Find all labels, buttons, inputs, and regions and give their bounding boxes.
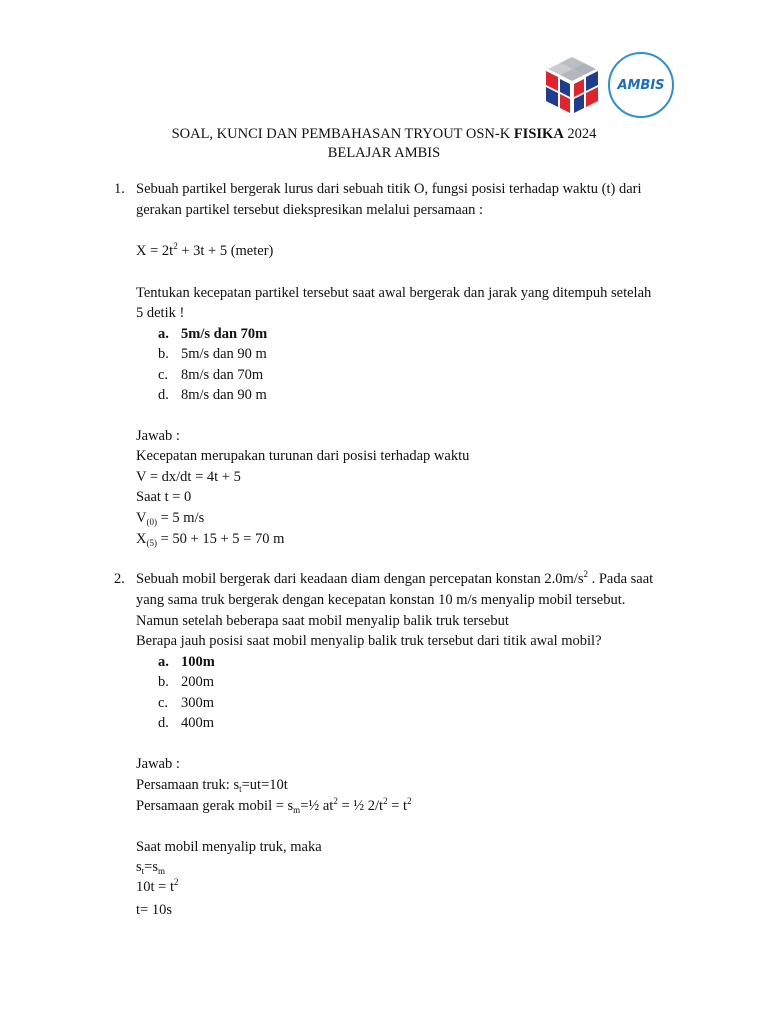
- q1-ask-line1: Tentukan kecepatan partikel tersebut saat awal bergerak dan jarak yang ditempuh setelah: [136, 285, 652, 301]
- q2-p2-sup: 2: [333, 796, 338, 806]
- q2-text-line3: Namun setelah beberapa saat mobil menyalip balik truk tersebut: [136, 613, 509, 629]
- q2-p2-sub: m: [293, 805, 301, 815]
- q1-number: 1.: [114, 181, 125, 197]
- q1-solution-line4: [136, 509, 204, 527]
- title-prefix: SOAL, KUNCI DAN PEMBAHASAN TRYOUT OSN-K: [171, 126, 514, 142]
- q1-jawab: Jawab :: [136, 428, 180, 444]
- q1-solution-line5: [136, 530, 284, 548]
- q1-s5-sub: (5): [146, 538, 157, 548]
- q1-s5-part: = 50 + 15 + 5 = 70 m: [156, 531, 285, 547]
- q2-p4-sub: m: [158, 866, 166, 876]
- q2-option-d-letter: d.: [158, 715, 169, 731]
- title-subject: FISIKA: [513, 126, 564, 142]
- q2-option-a-letter: a.: [158, 654, 169, 670]
- q1-s4-part: = 5 m/s: [156, 510, 205, 526]
- q1-eq-sup: 2: [173, 241, 178, 251]
- q2-option-a: 100m: [181, 654, 215, 670]
- q2-p4-part: =s: [144, 859, 158, 875]
- q2-p2-part: = ½ 2/t: [337, 798, 384, 814]
- q2-p4-part: s: [136, 859, 142, 875]
- q2-p4-sub: t: [141, 866, 145, 876]
- q2-solution-line5: [136, 878, 179, 896]
- q2-p1-part: Persamaan truk: s: [136, 777, 240, 793]
- title-year: 2024: [563, 126, 597, 142]
- q1-option-b-letter: b.: [158, 346, 169, 362]
- q2-jawab: Jawab :: [136, 756, 180, 772]
- q1-eq-part: + 3t + 5 (meter): [177, 243, 274, 259]
- q1-solution-line1: Kecepatan merupakan turunan dari posisi terhadap waktu: [136, 448, 470, 464]
- q2-solution-line1: [136, 776, 288, 794]
- q1-text-line1: Sebuah partikel bergerak lurus dari sebuah titik O, fungsi posisi terhadap waktu (t) dari: [136, 181, 642, 197]
- q1-eq-part: X = 2t: [136, 243, 174, 259]
- q2-p5-part: 10t = t: [136, 879, 174, 895]
- page-subtitle: BELAJAR AMBIS: [327, 145, 441, 161]
- ambis-logo: [608, 52, 674, 118]
- q1-solution-line2: V = dx/dt = 4t + 5: [136, 469, 241, 485]
- q1-option-a: 5m/s dan 70m: [181, 326, 268, 342]
- q2-option-c: 300m: [181, 695, 215, 711]
- q2-solution-line2: [136, 797, 412, 815]
- q2-solution-line6: t= 10s: [136, 902, 172, 918]
- cube-logo-icon: [540, 55, 604, 117]
- q1-option-c: 8m/s dan 70m: [181, 367, 264, 383]
- q2-p5-sup: 2: [174, 877, 179, 887]
- q1-option-d: 8m/s dan 90 m: [181, 387, 267, 403]
- ambis-logo-text: AMBIS: [617, 77, 665, 93]
- page-title: [0, 125, 768, 143]
- q2-option-b-letter: b.: [158, 674, 169, 690]
- q2-p2-sup: 2: [383, 796, 388, 806]
- q1-s5-part: X: [136, 531, 147, 547]
- q2-solution-line4: [136, 858, 165, 876]
- q1-option-b: 5m/s dan 90 m: [181, 346, 267, 362]
- q2-number: 2.: [114, 571, 125, 587]
- q2-line1-sup: 2: [583, 569, 588, 579]
- q2-line1-part: Sebuah mobil bergerak dari keadaan diam dengan percepatan konstan 2.0m/s: [136, 571, 584, 587]
- q2-option-b: 200m: [181, 674, 215, 690]
- q2-text-line4: Berapa jauh posisi saat mobil menyalip balik truk tersebut dari titik awal mobil?: [136, 633, 602, 649]
- q2-p2-part: =½ at: [300, 798, 334, 814]
- q2-p2-sup: 2: [407, 796, 412, 806]
- q1-s4-sub: (0): [146, 517, 157, 527]
- q2-option-c-letter: c.: [158, 695, 169, 711]
- q1-solution-line3: Saat t = 0: [136, 489, 192, 505]
- q1-text-line2: gerakan partikel tersebut diekspresikan melalui persamaan :: [136, 202, 484, 218]
- q1-option-a-letter: a.: [158, 326, 169, 342]
- q1-option-d-letter: d.: [158, 387, 169, 403]
- q2-p2-part: Persamaan gerak mobil = s: [136, 798, 294, 814]
- q1-ask-line2: 5 detik !: [136, 305, 185, 321]
- q1-option-c-letter: c.: [158, 367, 169, 383]
- q2-solution-line3: Saat mobil menyalip truk, maka: [136, 839, 322, 855]
- q2-p1-part: =ut=10t: [241, 777, 288, 793]
- q2-line1-part: . Pada saat: [587, 571, 654, 587]
- q2-option-d: 400m: [181, 715, 215, 731]
- q2-text-line2: yang sama truk bergerak dengan kecepatan konstan 10 m/s menyalip mobil tersebut.: [136, 592, 626, 608]
- q1-equation: [136, 242, 273, 260]
- q2-text-line1: [136, 570, 653, 588]
- q2-p2-part: = t: [387, 798, 408, 814]
- q1-s4-part: V: [136, 510, 147, 526]
- q2-p1-sub: t: [239, 784, 242, 794]
